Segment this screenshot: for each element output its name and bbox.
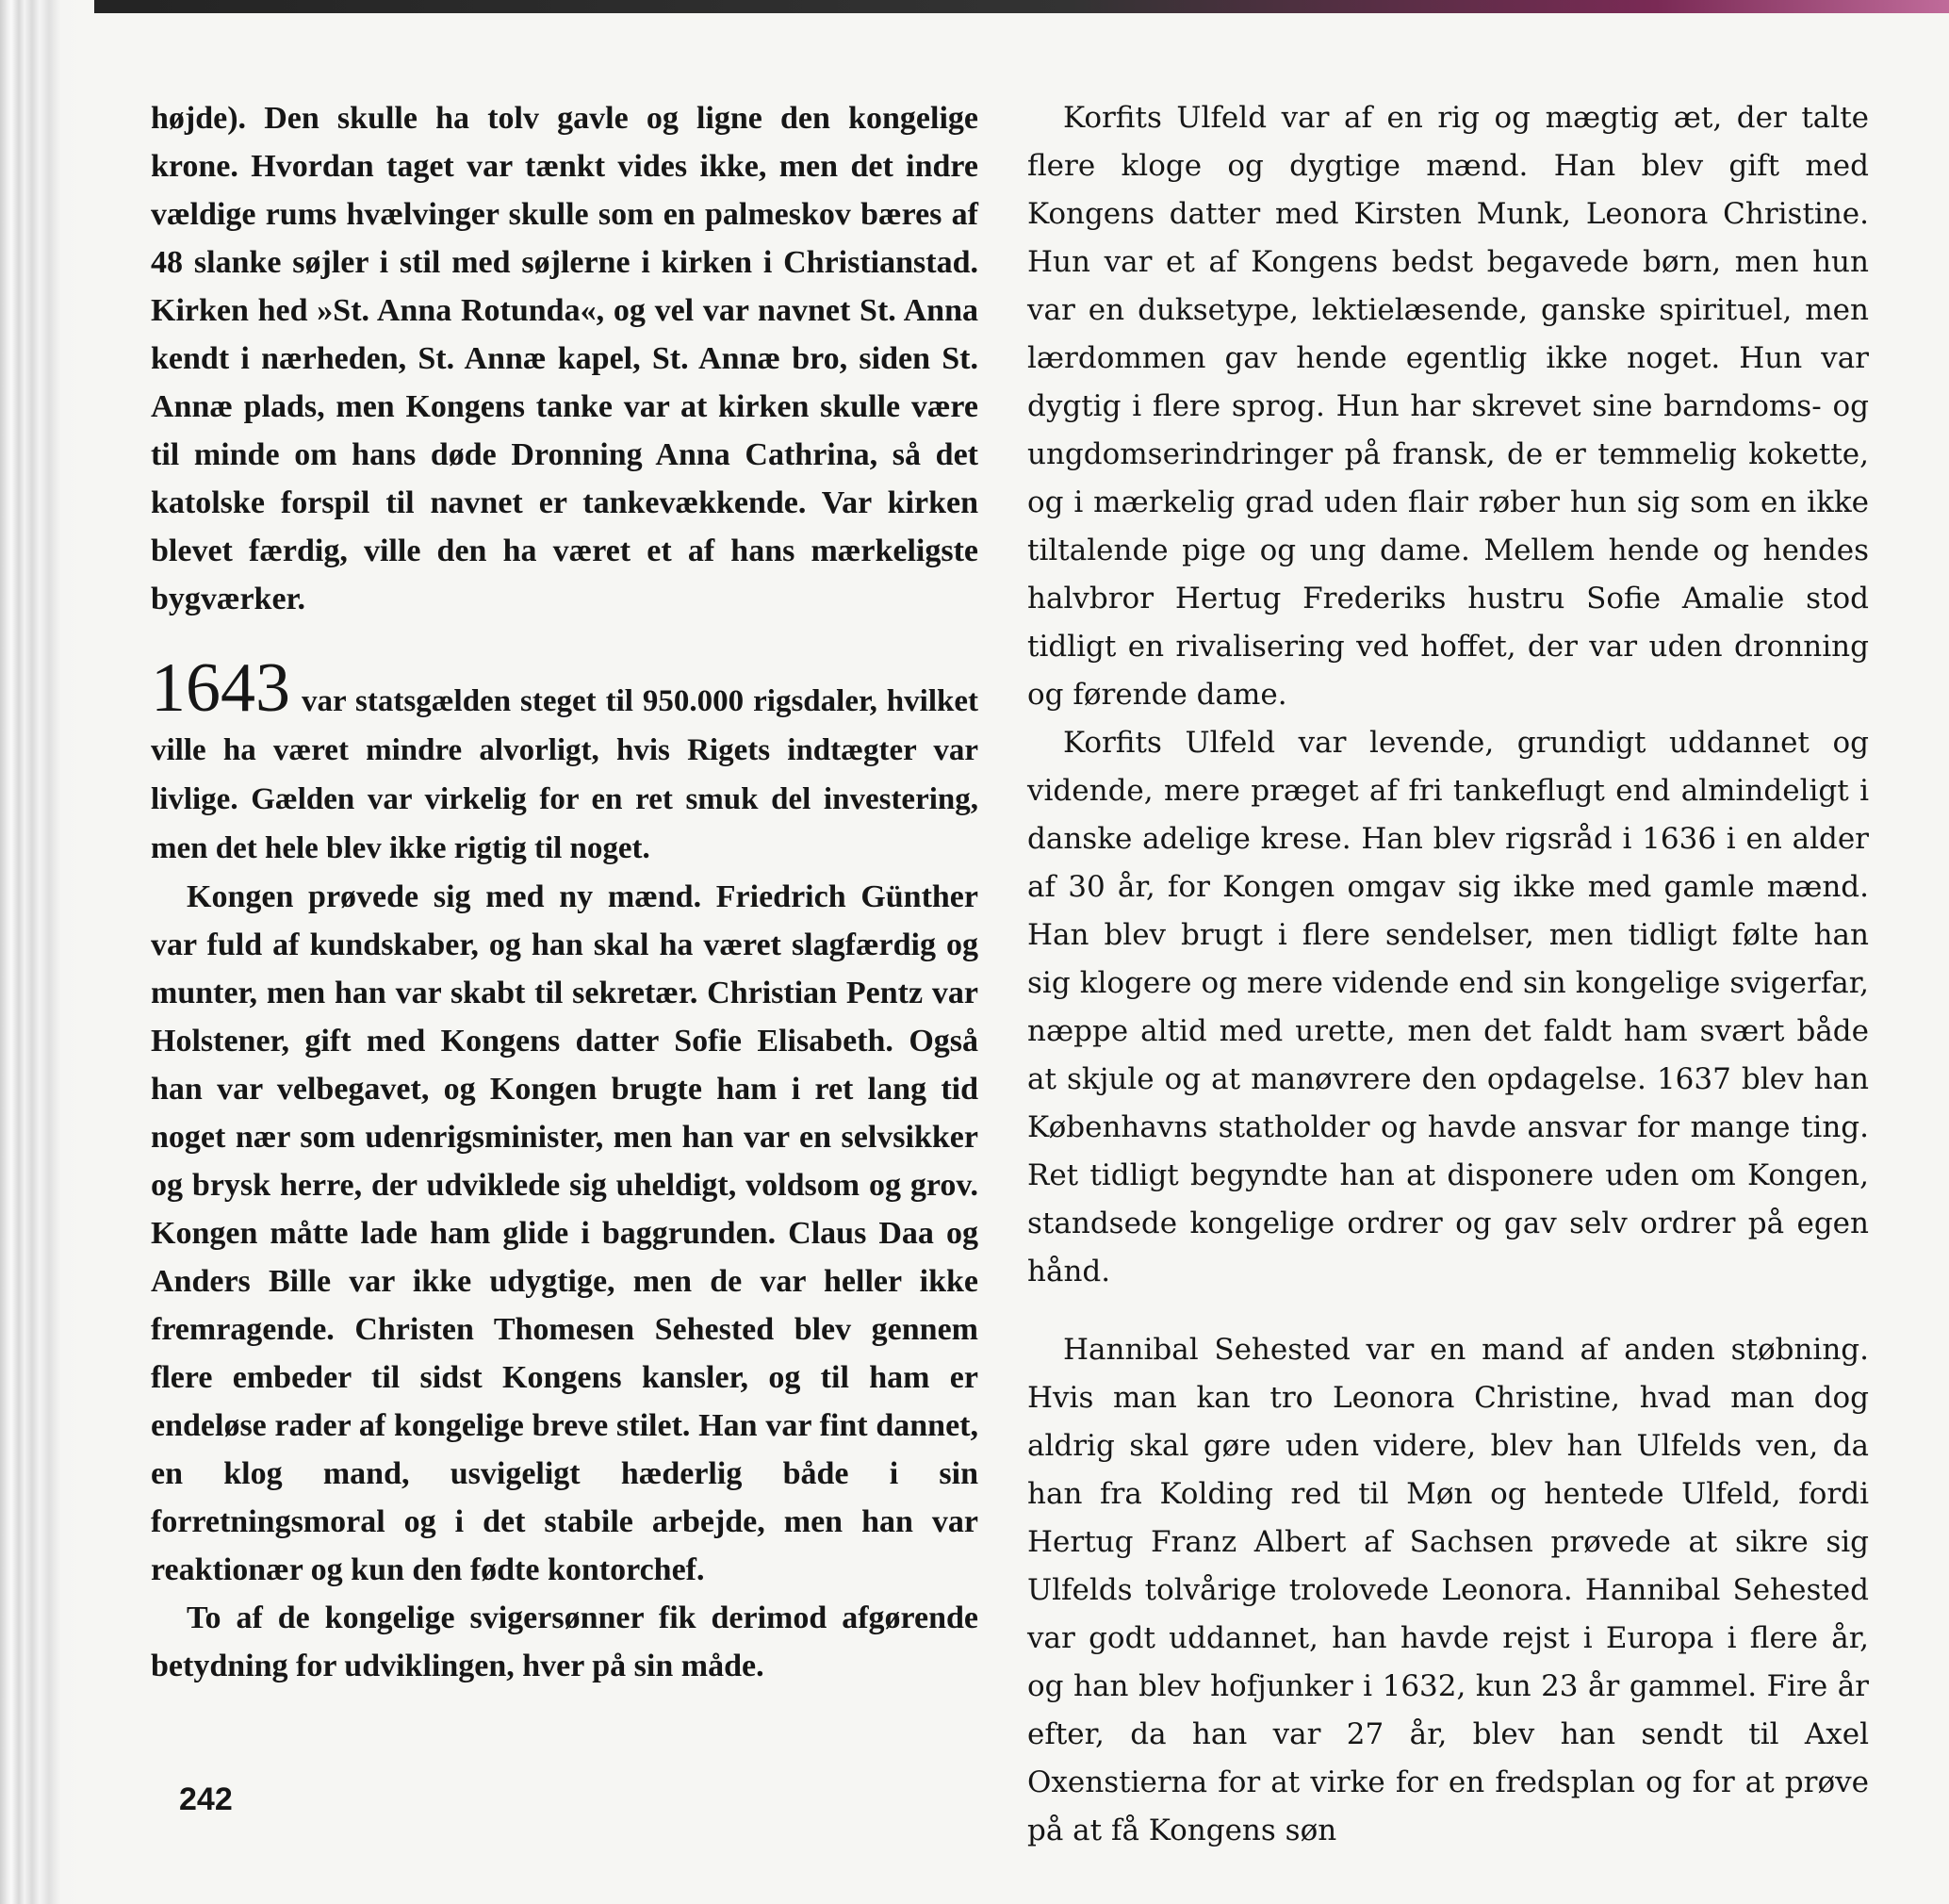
book-page-edges [0,0,94,1904]
left-paragraph-4: To af de kongelige svigersønner fik derimod afgørende betydning for udviklingen, hver på sin måde. [151,1600,978,1683]
left-paragraph-3: Kongen prøvede sig med ny mænd. Friedrich Günther var fuld af kundskaber, og han skal ha været slagfærdig og munter, men han var skabt til sekretær. Christian Pentz var Holstener, gift med Kongens datter Sofie Elisabeth. Også han var velbegavet, og Kongen brugte ham i ret lang tid noget nær som udenrigsminister, men han var en selvsikker og brysk herre, der udviklede sig uheldigt, voldsom og grov. Kongen måtte lade ham glide i baggrunden. Claus Daa og Anders Bille var ikke udygtige, men de var heller ikke fremragende. Christen Thomesen Sehested blev gennem flere embeder til sidst Kongens kansler, og til ham er endeløse rader af kongelige breve stilet. Han var fint dannet, en klog mand, usvigeligt hæderlig både i sin forretningsmoral og i det stabile arbejde, men han var reaktionær og kun den fødte kontorchef. [151,879,978,1587]
right-paragraph-3: Hannibal Sehested var en mand af anden støbning. Hvis man kan tro Leonora Christine, hvad man dog aldrig skal gøre uden videre, blev han Ulfelds ven, da han fra Kolding red til Møn og hentede Ulfeld, fordi Hertug Franz Albert af Sachsen prøvede at sikre sig Ulfelds tolvårige trolovede Leonora. Hannibal Sehested var godt uddannet, han havde rejst i Europa i flere år, og han blev hofjunker i 1632, kun 23 år gammel. Fire år efter, da han var 27 år, blev han sendt til Axel Oxenstierna for at virke for en fredsplan og for at prøve på at få Kongens søn [1027,1333,1869,1847]
left-column [151,94,978,1690]
page-number: 242 [179,1781,233,1817]
left-paragraph-1: højde). Den skulle ha tolv gavle og ligne den kongelige krone. Hvordan taget var tænkt vides ikke, men det indre vældige rums hvælvinger skulle som en palmeskov bæres af 48 slanke søjler i stil med søjlerne i kirken i Christianstad. Kirken hed »St. Anna Rotunda«, og vel var navnet St. Anna kendt i nærheden, St. Annæ kapel, St. Annæ bro, siden St. Annæ plads, men Kongens tanke var at kirken skulle være til minde om hans døde Dronning Anna Cathrina, så det katolske forspil til navnet er tankevækkende. Var kirken blevet færdig, ville den ha været et af hans mærkeligste bygværker. [151,101,978,616]
left-paragraph-2: var statsgælden steget til 950.000 rigsdaler, hvilket ville ha været mindre alvorligt, hvis Rigets indtægter var livlige. Gælden var virkelig for en ret smuk del investering, men det hele blev ikke rigtig til noget. [151,684,978,865]
left-paragraph-year [151,649,978,873]
right-paragraph-2: Korfits Ulfeld var levende, grundigt uddannet og vidende, mere præget af fri tankeflugt end almindeligt i danske adelige krese. Han blev rigsråd i 1636 i en alder af 30 år, for Kongen omgav sig ikke med gamle mænd. Han blev brugt i flere sendelser, men tidligt følte han sig klogere og mere vidende end sin kongelige svigerfar, næppe altid med urette, men det faldt ham svært både at skjule og at manøvrere den opdagelse. 1637 blev han Københavns statholder og havde ansvar for mange ting. Ret tidligt begyndte han at disponere uden om Kongen, standsede kongelige ordrer og gav selv ordrer på egen hånd. [1027,726,1869,1288]
right-column [1027,94,1869,1855]
right-paragraph-1: Korfits Ulfeld var af en rig og mægtig æt, der talte flere kloge og dygtige mænd. Han blev gift med Kongens datter med Kirsten Munk, Leonora Christine. Hun var et af Kongens bedst begavede børn, men hun var en duksetype, lektielæsende, ganske spirituel, men lærdommen gav hende egentlig ikke noget. Hun var dygtig i flere sprog. Hun har skrevet sine barndoms- og ungdomserindringer på fransk, de er temmelig kokette, og i mærkelig grad uden flair røber hun sig som en ikke tiltalende pige og ung dame. Mellem hende og hendes halvbror Hertug Frederiks hustru Sofie Amalie stod tidligt en rivalisering ved hoffet, der var uden dronning og førende dame. [1027,101,1869,712]
book-edge-top [0,0,1949,13]
year-heading: 1643 [151,649,290,727]
